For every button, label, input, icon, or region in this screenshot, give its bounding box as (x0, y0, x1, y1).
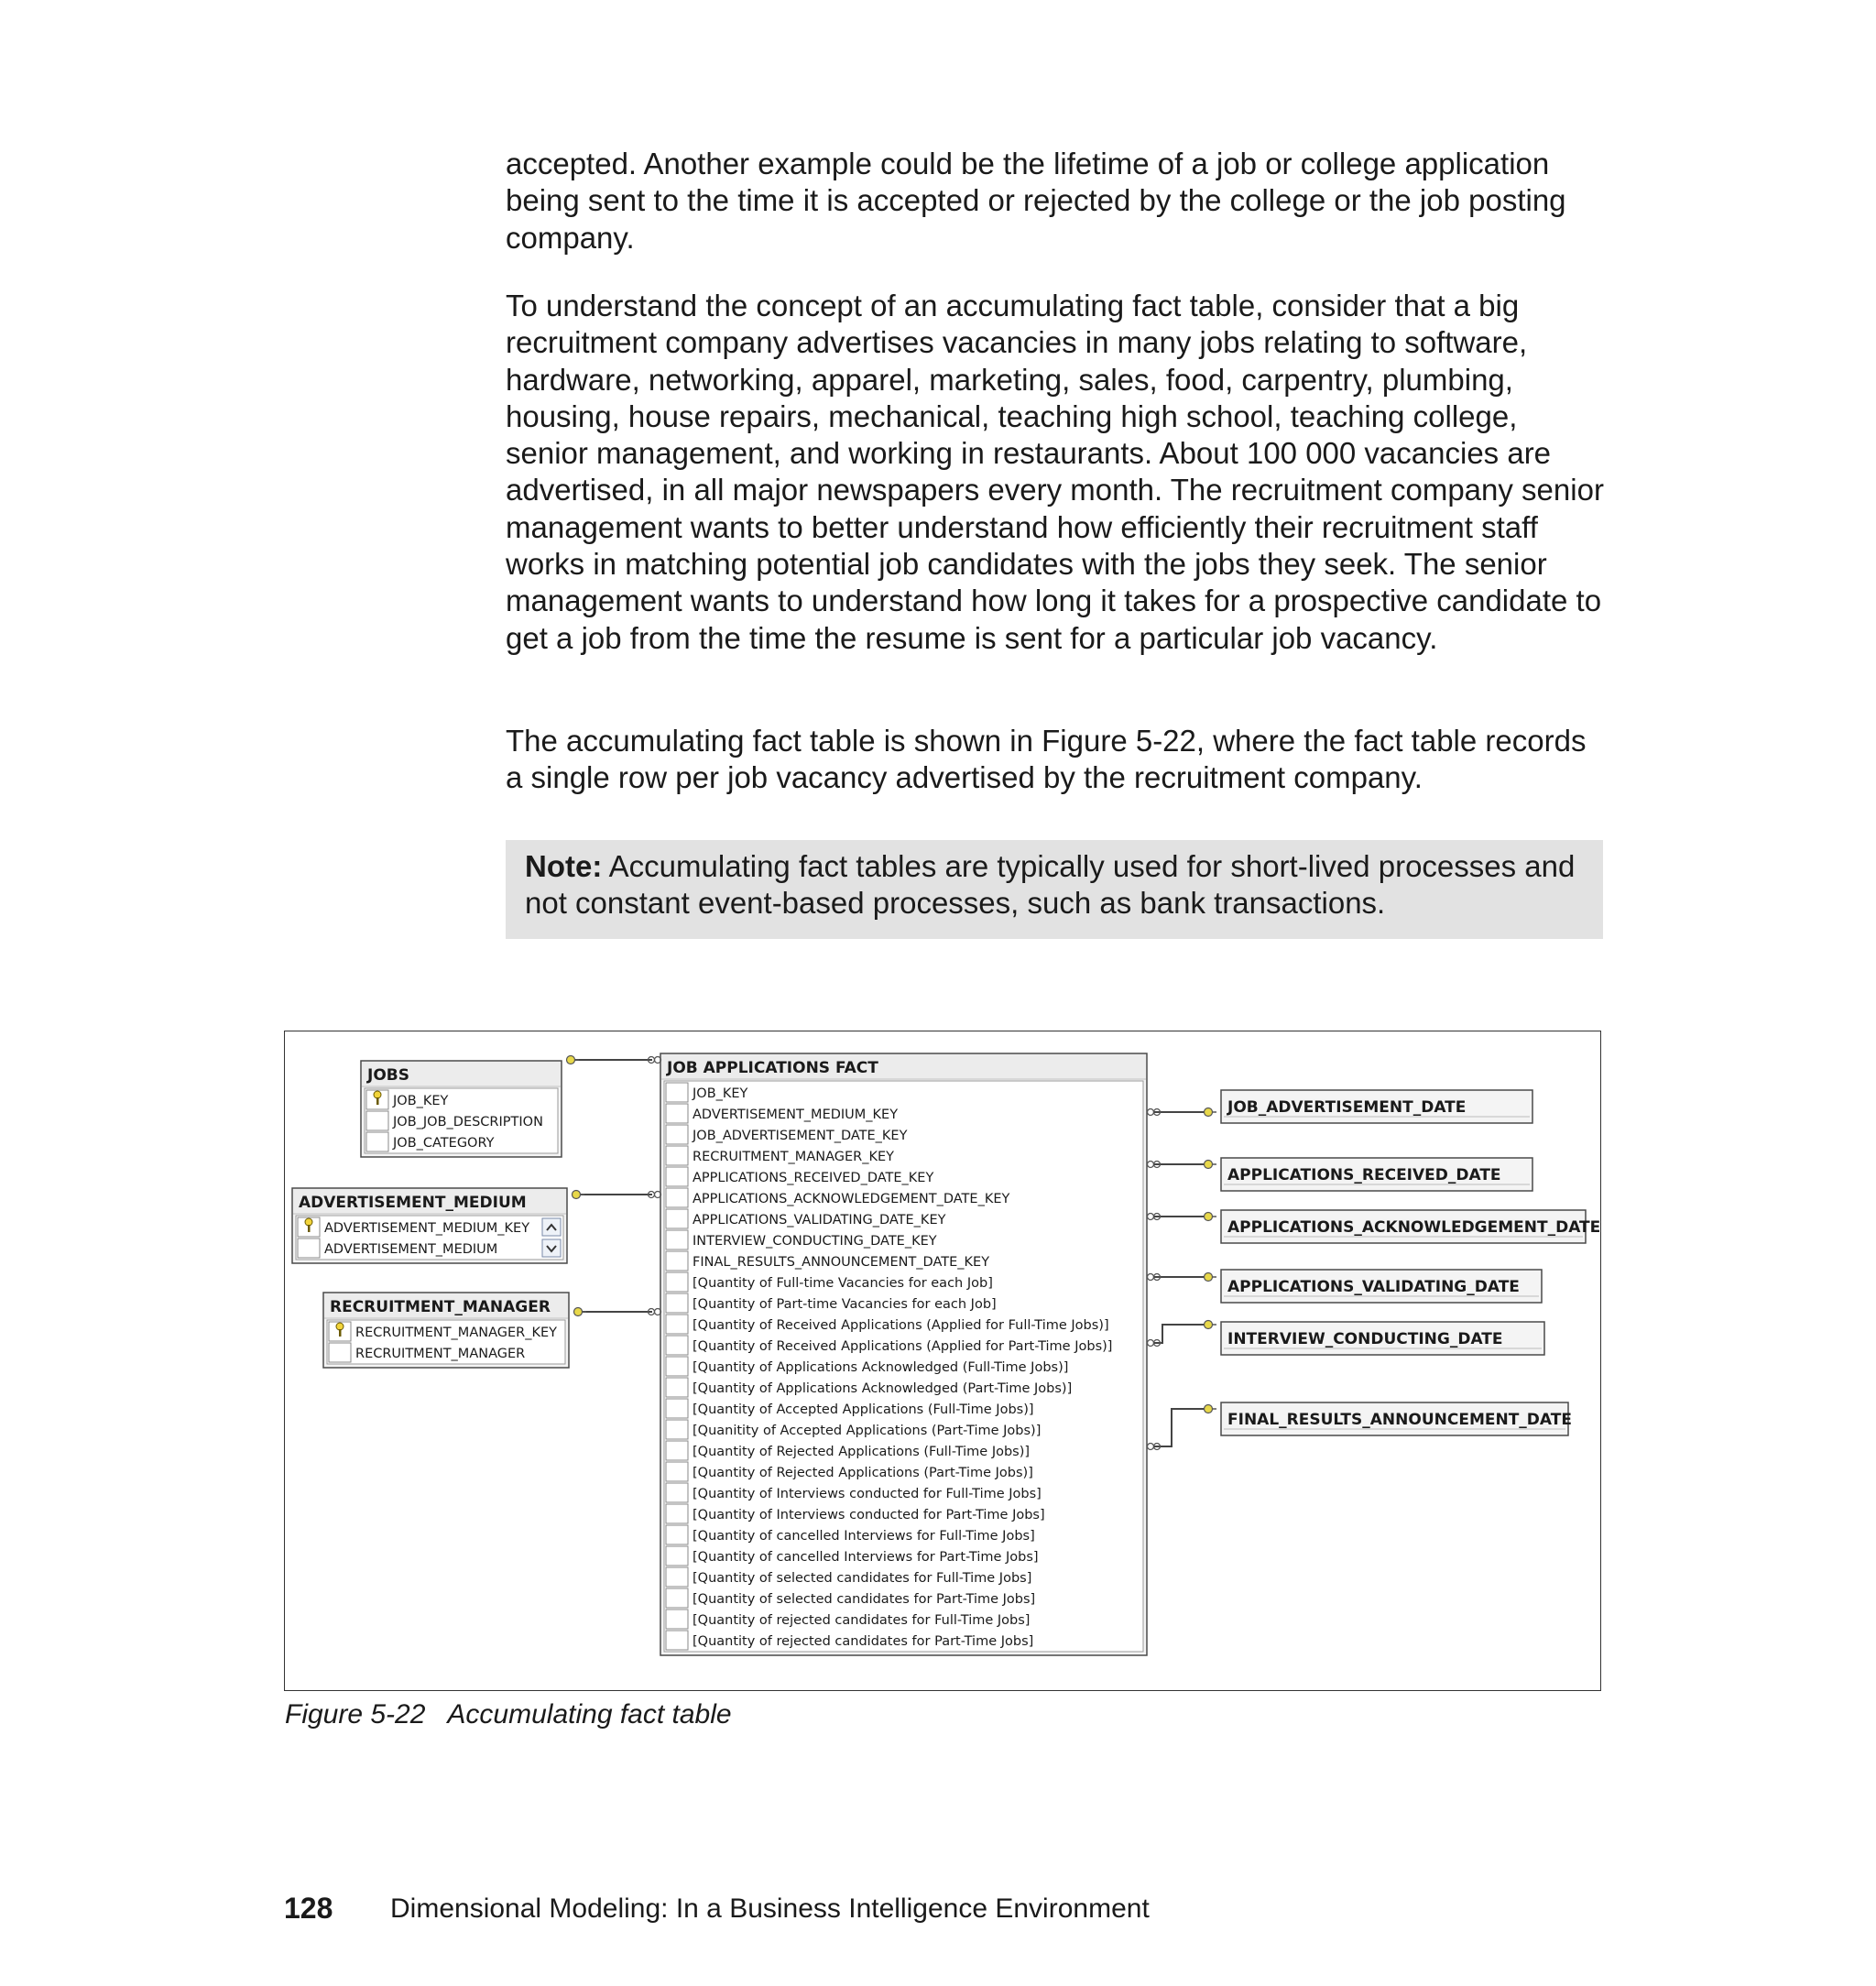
relationship-many-end (1148, 1444, 1154, 1450)
row-selector (666, 1104, 688, 1123)
table-field: APPLICATIONS_VALIDATING_DATE_KEY (693, 1213, 946, 1228)
table-field: [Quantity of Received Applications (Applied for Full-Time Jobs)] (693, 1318, 1109, 1333)
table-field: [Quantity of Accepted Applications (Full-Time Jobs)] (693, 1402, 1034, 1417)
relationship-key-end (1205, 1273, 1213, 1282)
table-field: JOB_CATEGORY (393, 1136, 495, 1151)
row-selector (366, 1111, 388, 1130)
page-number: 128 (284, 1892, 333, 1925)
figure-title: Accumulating fact table (447, 1699, 732, 1730)
table-field: JOB_JOB_DESCRIPTION (393, 1115, 543, 1129)
note-box (506, 840, 1603, 939)
table-field: JOB_ADVERTISEMENT_DATE_KEY (693, 1129, 908, 1143)
paragraph-1: accepted. Another example could be the lifetime of a job or college application being sent to the time it is accepted or rejected by the college or the job posting company. (506, 147, 1566, 255)
table-title: JOB APPLICATIONS FACT (667, 1059, 878, 1077)
paragraph-3: The accumulating fact table is shown in Figure 5-22, where the fact table records a single row per job vacancy advertised by the recruitment company. (506, 724, 1587, 795)
table-field: [Quantity of Rejected Applications (Part-Time Jobs)] (693, 1466, 1033, 1480)
row-selector (666, 1209, 688, 1228)
table-field: APPLICATIONS_ACKNOWLEDGEMENT_DATE_KEY (693, 1192, 1010, 1206)
table-field: [Quantity of cancelled Interviews for Part-Time Jobs] (693, 1550, 1039, 1565)
table-field: [Quantity of Interviews conducted for Full-Time Jobs] (693, 1487, 1042, 1501)
relationship-key-end (1205, 1213, 1213, 1221)
relationship-many-end (1148, 1109, 1154, 1116)
figure-number: Figure 5-22 (285, 1699, 426, 1730)
table-field: ADVERTISEMENT_MEDIUM_KEY (324, 1221, 530, 1236)
paragraph-2: To understand the concept of an accumulating fact table, consider that a big recruitment company advertises vacancies in many jobs relating to software, hardware, networking, apparel, marketing, sales, food, carpentry, plumbing, housing, house repairs, mechanical, teaching high school, teaching college, senior management, and working in restaurants. About 100 000 vacancies are advertised, in all major newspapers every month. The recruitment company senior management wants to better understand how efficiently their recruitment staff works in matching potential job candidates with the jobs they seek. The senior management wants to understand how long it takes for a prospective candidate to get a job from the time the resume is sent for a particular job vacancy. (506, 289, 1604, 655)
table-field: [Quantity of Full-time Vacancies for each Job] (693, 1276, 993, 1291)
table-title: RECRUITMENT_MANAGER (330, 1298, 551, 1316)
relationship-key-end (1205, 1108, 1213, 1117)
row-selector (329, 1343, 351, 1362)
table-field: ADVERTISEMENT_MEDIUM_KEY (693, 1108, 899, 1122)
relationship-key-end (1205, 1405, 1213, 1413)
row-selector (666, 1567, 688, 1587)
date-table-title: APPLICATIONS_VALIDATING_DATE (1227, 1278, 1520, 1296)
date-table-title: JOB_ADVERTISEMENT_DATE (1227, 1098, 1467, 1117)
figure-caption (285, 1698, 732, 1731)
row-selector (666, 1125, 688, 1144)
date-table-title: APPLICATIONS_RECEIVED_DATE (1227, 1166, 1501, 1184)
note-text: Accumulating fact tables are typically used for short-lived processes and not constant event-based processes, such as bank transactions. (525, 849, 1576, 921)
row-selector (666, 1462, 688, 1481)
row-selector (666, 1083, 688, 1102)
table-field: [Quantity of Interviews conducted for Part-Time Jobs] (693, 1508, 1045, 1522)
relationship-line (1154, 1325, 1212, 1343)
table-field: RECRUITMENT_MANAGER_KEY (355, 1326, 557, 1340)
table-field: [Quantity of rejected candidates for Part-Time Jobs] (693, 1634, 1034, 1649)
table-field: INTERVIEW_CONDUCTING_DATE_KEY (693, 1234, 937, 1249)
date-table-title: INTERVIEW_CONDUCTING_DATE (1227, 1330, 1503, 1348)
row-selector (666, 1546, 688, 1566)
table-title: ADVERTISEMENT_MEDIUM (299, 1194, 527, 1212)
relationship-many-end (1148, 1162, 1154, 1168)
row-selector (666, 1399, 688, 1418)
row-selector (666, 1610, 688, 1629)
row-selector (666, 1483, 688, 1502)
footer-book-title: Dimensional Modeling: In a Business Intelligence Environment (390, 1893, 1150, 1924)
relationship-key-end (573, 1191, 581, 1199)
row-selector (666, 1441, 688, 1460)
row-selector (666, 1336, 688, 1355)
row-selector (666, 1315, 688, 1334)
table-field: [Quantity of Applications Acknowledged (Part-Time Jobs)] (693, 1381, 1073, 1396)
table-field: [Quantity of selected candidates for Full-Time Jobs] (693, 1571, 1032, 1586)
relationship-key-end (1205, 1161, 1213, 1169)
table-field: [Quantity of cancelled Interviews for Full-Time Jobs] (693, 1529, 1035, 1544)
note-label: Note: (525, 849, 603, 883)
relationship-key-end (574, 1308, 583, 1316)
row-selector (666, 1504, 688, 1523)
table-field: [Quantity of rejected candidates for Full-Time Jobs] (693, 1613, 1031, 1628)
row-selector (666, 1251, 688, 1271)
table-field: [Quantity of Received Applications (Applied for Part-Time Jobs)] (693, 1339, 1113, 1354)
table-field: FINAL_RESULTS_ANNOUNCEMENT_DATE_KEY (693, 1255, 990, 1270)
table-field: RECRUITMENT_MANAGER (355, 1347, 526, 1361)
row-selector (298, 1239, 320, 1258)
table-field: JOB_KEY (393, 1094, 449, 1108)
relationship-line (1154, 1409, 1212, 1446)
row-selector (366, 1132, 388, 1151)
scroll-up-button (542, 1218, 561, 1236)
table-title: JOBS (367, 1066, 409, 1085)
table-field: [Quantity of Rejected Applications (Full-Time Jobs)] (693, 1445, 1031, 1459)
table-field: [Quantity of Part-time Vacancies for each Job] (693, 1297, 997, 1312)
relationship-key-end (567, 1056, 575, 1064)
relationship-many-end (1148, 1340, 1154, 1347)
table-field: RECRUITMENT_MANAGER_KEY (693, 1150, 894, 1164)
scroll-down-button (542, 1239, 561, 1257)
table-field: [Quantity of selected candidates for Part-Time Jobs] (693, 1592, 1036, 1607)
row-selector (666, 1420, 688, 1439)
row-selector (666, 1525, 688, 1544)
relationship-many-end (1148, 1214, 1154, 1220)
row-selector (666, 1230, 688, 1249)
row-selector (666, 1378, 688, 1397)
row-selector (666, 1146, 688, 1165)
table-field: ADVERTISEMENT_MEDIUM (324, 1242, 498, 1257)
table-field: JOB_KEY (693, 1086, 748, 1101)
date-table-title: APPLICATIONS_ACKNOWLEDGEMENT_DATE (1227, 1218, 1600, 1237)
table-field: [Quanitity of Accepted Applications (Part-Time Jobs)] (693, 1424, 1042, 1438)
table-field: APPLICATIONS_RECEIVED_DATE_KEY (693, 1171, 934, 1185)
row-selector (666, 1631, 688, 1650)
row-selector (666, 1357, 688, 1376)
row-selector (666, 1293, 688, 1313)
row-selector (666, 1272, 688, 1292)
schema-diagram (285, 1031, 1600, 1689)
row-selector (666, 1188, 688, 1207)
figure-5-22 (284, 1031, 1601, 1691)
row-selector (666, 1167, 688, 1186)
relationship-key-end (1205, 1321, 1213, 1329)
relationship-many-end (1148, 1274, 1154, 1281)
row-selector (666, 1588, 688, 1608)
date-table-title: FINAL_RESULTS_ANNOUNCEMENT_DATE (1227, 1411, 1572, 1429)
table-field: [Quantity of Applications Acknowledged (Full-Time Jobs)] (693, 1360, 1069, 1375)
